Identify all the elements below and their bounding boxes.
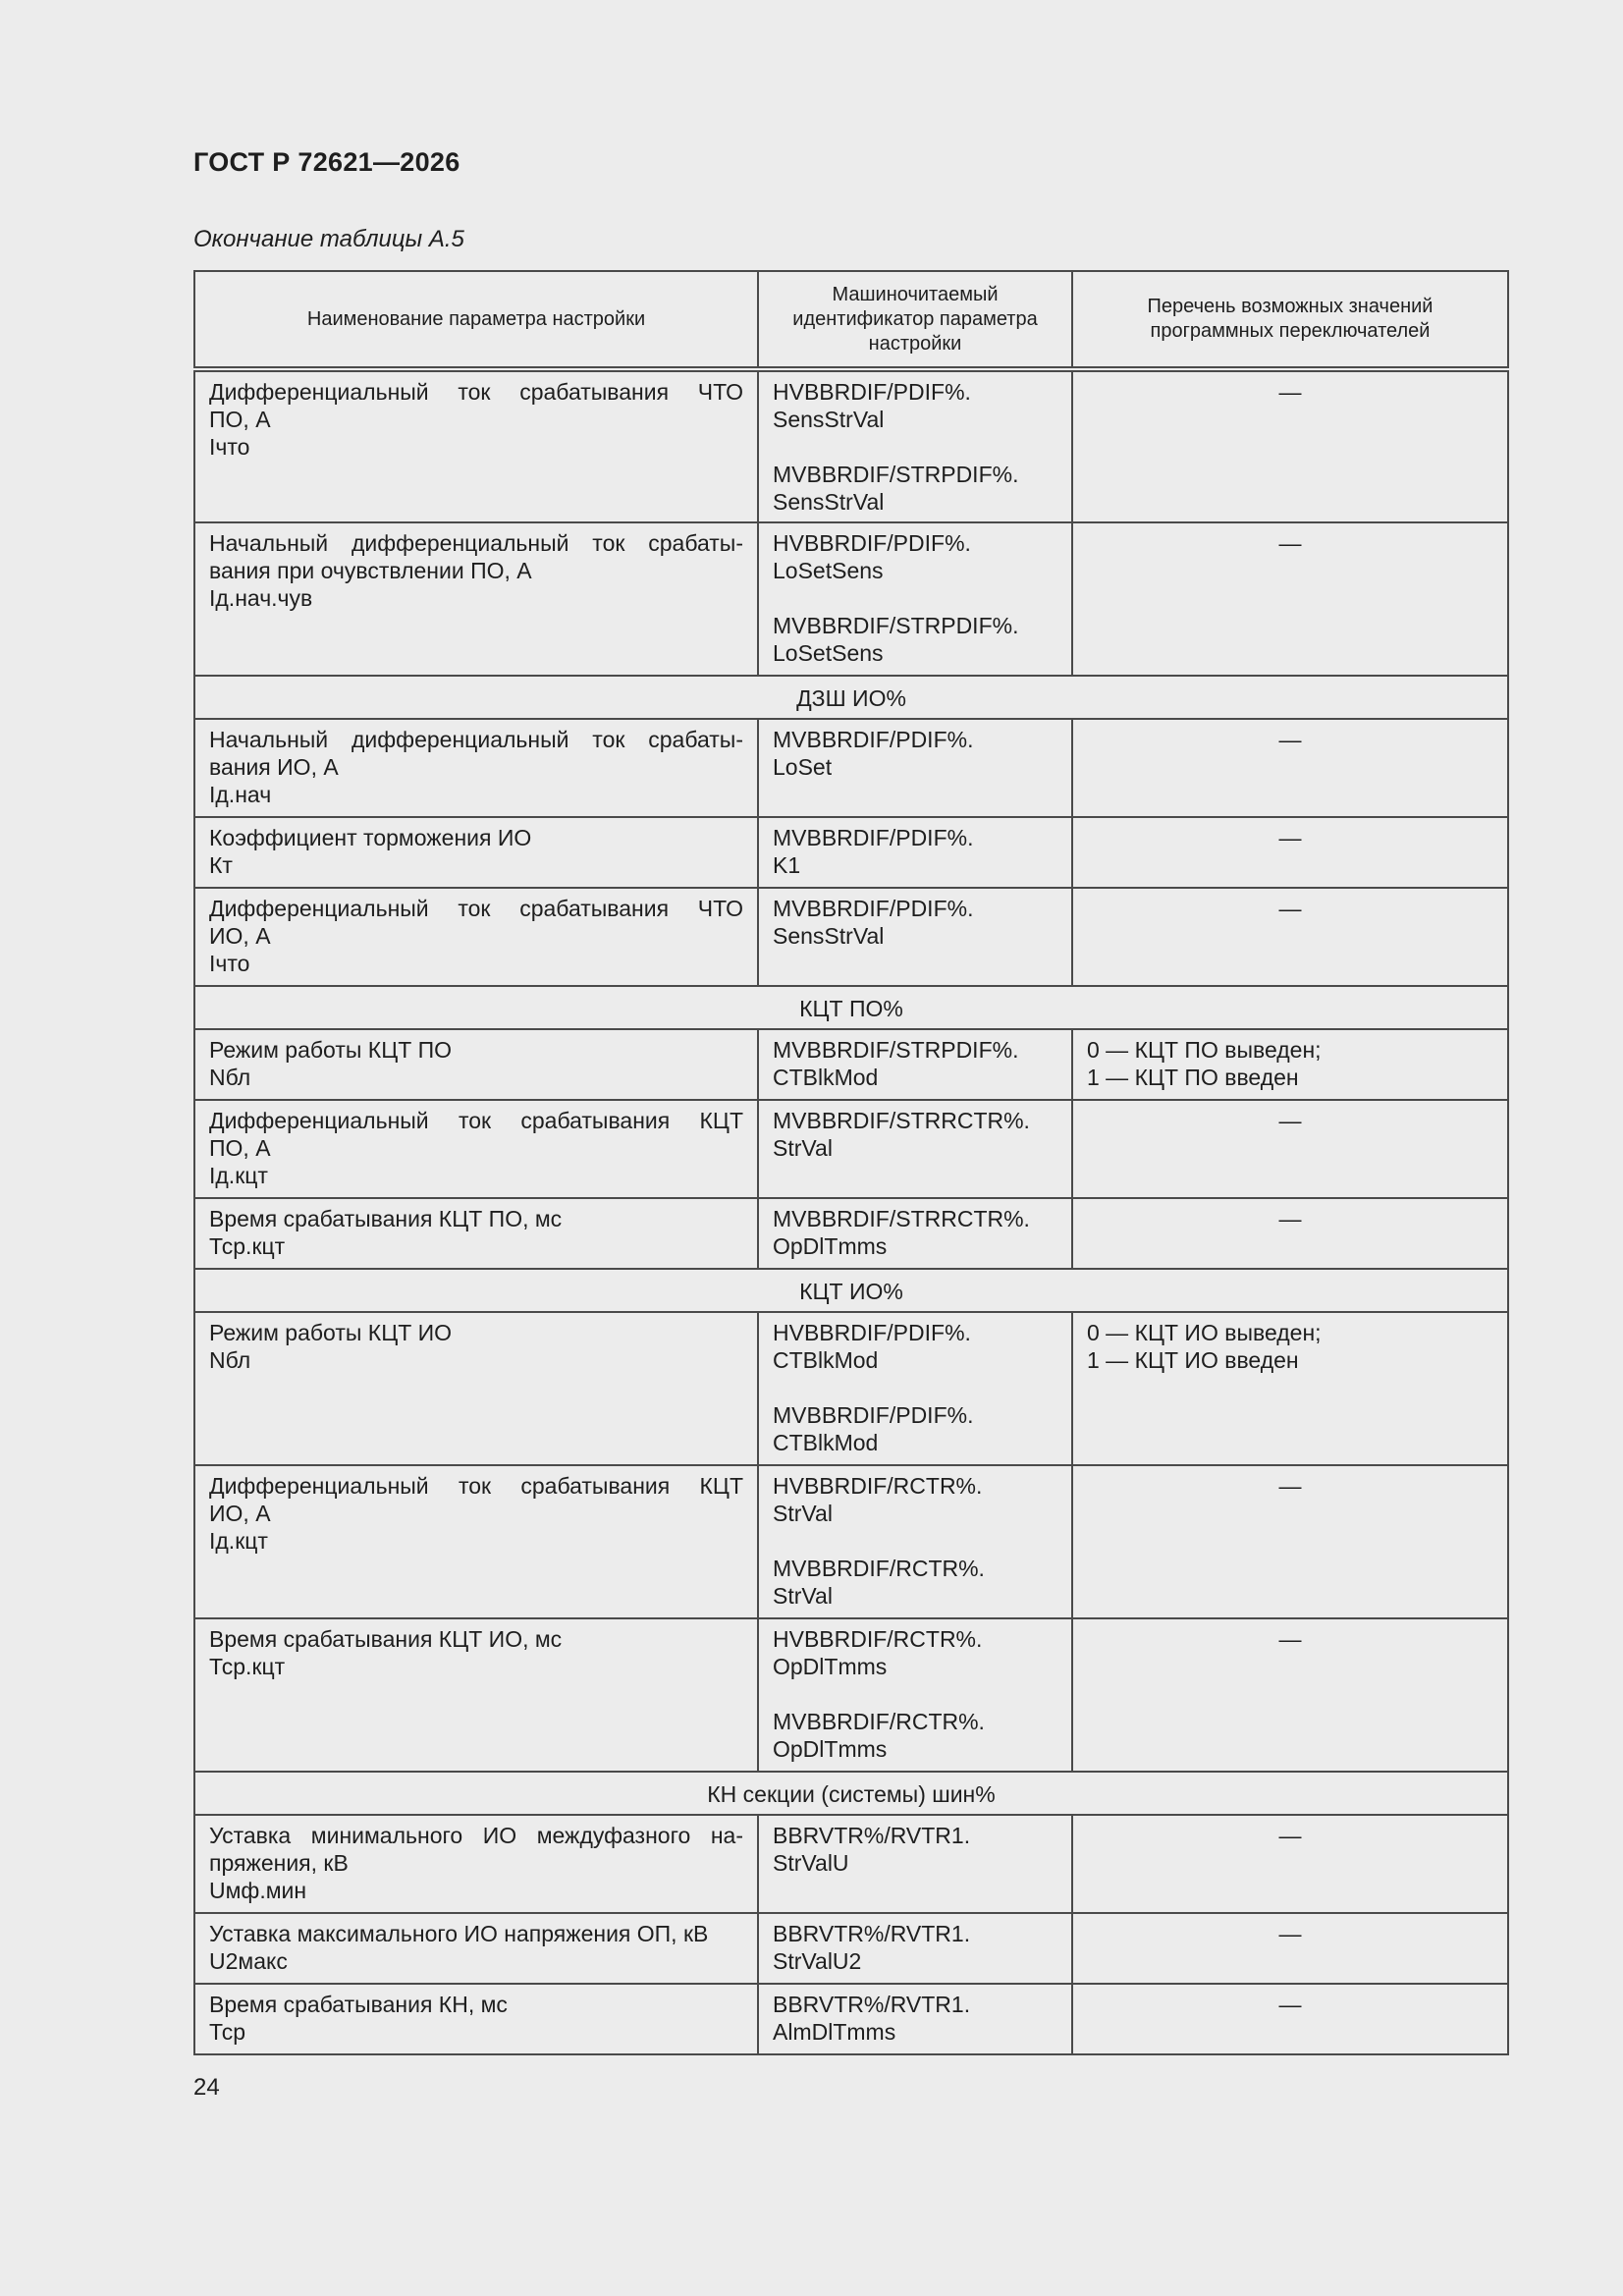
machine-id-cell [758, 888, 1072, 986]
parameter-name: Дифференциальный ток срабатывания КЦТ [209, 1108, 743, 1133]
section-title: КЦТ ПО% [194, 986, 1508, 1029]
parameter-name-cell [194, 817, 758, 888]
parameter-name-cell [194, 1029, 758, 1100]
table-row [194, 1815, 1508, 1913]
section-title: КН секции (системы) шин% [194, 1772, 1508, 1815]
parameter-symbol: Iд.нач.чув [209, 585, 313, 611]
header-machine-id: Машиночитаемый идентификатор параметра настройки [758, 271, 1072, 369]
parameter-name: Дифференциальный ток срабатывания ЧТО [209, 379, 743, 405]
machine-id: MVBBRDIF/STRPDIF%. [773, 462, 1019, 487]
parameter-symbol: Iчто [209, 951, 250, 976]
parameter-name-cell [194, 719, 758, 817]
machine-id-cell [758, 817, 1072, 888]
parameters-table [193, 270, 1509, 2055]
section-row [194, 676, 1508, 719]
machine-id: MVBBRDIF/PDIF%. [773, 727, 974, 752]
switch-values-cell: — [1072, 719, 1508, 817]
parameter-name: Начальный дифференциальный ток срабаты- [209, 530, 743, 556]
parameter-symbol: Nбл [209, 1065, 251, 1090]
switch-value-option: 1 — КЦТ ПО введен [1087, 1065, 1299, 1090]
parameter-symbol: U2макс [209, 1948, 288, 1974]
parameter-symbol: Тср.кцт [209, 1233, 286, 1259]
machine-id-attr: CTBlkMod [773, 1347, 879, 1373]
parameter-name: Дифференциальный ток срабатывания ЧТО [209, 896, 743, 921]
parameter-name-cont: вания ИО, А [209, 754, 339, 780]
parameter-symbol: Iд.кцт [209, 1163, 268, 1188]
machine-id: BBRVTR%/RVTR1. [773, 1921, 971, 1946]
machine-id: MVBBRDIF/STRRCTR%. [773, 1108, 1030, 1133]
switch-values-cell: — [1072, 1815, 1508, 1913]
switch-values-cell: — [1072, 817, 1508, 888]
parameter-name-cont: вания при очувствлении ПО, А [209, 558, 532, 583]
machine-id-cell [758, 1465, 1072, 1618]
machine-id-cell [758, 1029, 1072, 1100]
table-row [194, 817, 1508, 888]
parameter-name: Начальный дифференциальный ток срабаты- [209, 727, 743, 752]
machine-id-attr: StrVal [773, 1501, 833, 1526]
parameter-name-cell [194, 888, 758, 986]
parameter-name-cell [194, 1465, 758, 1618]
parameter-name-cell [194, 1984, 758, 2054]
machine-id: HVBBRDIF/PDIF%. [773, 1320, 971, 1345]
machine-id-cell [758, 522, 1072, 676]
table-row [194, 1913, 1508, 1984]
machine-id-attr: StrVal [773, 1583, 833, 1609]
machine-id-attr: SensStrVal [773, 489, 885, 515]
section-title: КЦТ ИО% [194, 1269, 1508, 1312]
parameter-symbol: Тср [209, 2019, 246, 2045]
parameter-name: Уставка минимального ИО междуфазного на- [209, 1823, 743, 1848]
parameter-name: Время срабатывания КЦТ ПО, мс [209, 1206, 563, 1231]
parameter-symbol: Iчто [209, 434, 250, 460]
parameter-name-cell [194, 522, 758, 676]
machine-id-attr: CTBlkMod [773, 1065, 879, 1090]
table-header-row [194, 271, 1508, 369]
parameter-name: Дифференциальный ток срабатывания КЦТ [209, 1473, 743, 1499]
switch-values-cell: — [1072, 1618, 1508, 1772]
switch-values-cell: — [1072, 1984, 1508, 2054]
parameter-name-cont: ИО, А [209, 923, 271, 949]
machine-id: BBRVTR%/RVTR1. [773, 1992, 971, 2017]
section-row [194, 986, 1508, 1029]
parameter-symbol: Uмф.мин [209, 1878, 307, 1903]
switch-values-cell: — [1072, 1465, 1508, 1618]
parameter-name: Время срабатывания КН, мс [209, 1992, 508, 2017]
machine-id-attr: LoSet [773, 754, 833, 780]
parameter-name: Уставка максимального ИО напряжения ОП, кВ [209, 1921, 709, 1946]
parameter-name: Режим работы КЦТ ПО [209, 1037, 453, 1063]
machine-id: MVBBRDIF/STRPDIF%. [773, 613, 1019, 638]
section-row [194, 1269, 1508, 1312]
table-row [194, 719, 1508, 817]
table-caption: Окончание таблицы А.5 [193, 226, 464, 252]
machine-id-attr: OpDlTmms [773, 1233, 888, 1259]
parameter-name-cell [194, 1198, 758, 1269]
table-row [194, 1618, 1508, 1772]
parameter-name: Время срабатывания КЦТ ИО, мс [209, 1626, 563, 1652]
parameter-name-cell [194, 1312, 758, 1465]
table-row [194, 1100, 1508, 1198]
switch-value-option: 1 — КЦТ ИО введен [1087, 1347, 1299, 1373]
switch-values-cell: — [1072, 1198, 1508, 1269]
machine-id: MVBBRDIF/PDIF%. [773, 1402, 974, 1428]
parameter-name-cont: ИО, А [209, 1501, 271, 1526]
document-code: ГОСТ Р 72621—2026 [193, 147, 460, 177]
switch-values-cell: — [1072, 1100, 1508, 1198]
table-row [194, 522, 1508, 676]
machine-id-attr: SensStrVal [773, 407, 885, 432]
machine-id-attr: StrValU2 [773, 1948, 862, 1974]
machine-id-cell [758, 1815, 1072, 1913]
parameter-name-cell [194, 1100, 758, 1198]
machine-id: MVBBRDIF/PDIF%. [773, 896, 974, 921]
machine-id: HVBBRDIF/RCTR%. [773, 1473, 983, 1499]
machine-id: MVBBRDIF/RCTR%. [773, 1556, 985, 1581]
parameter-name-cont: пряжения, кВ [209, 1850, 349, 1876]
table-row [194, 1198, 1508, 1269]
machine-id-cell [758, 1198, 1072, 1269]
machine-id: MVBBRDIF/STRRCTR%. [773, 1206, 1030, 1231]
table-row [194, 888, 1508, 986]
machine-id-cell [758, 1984, 1072, 2054]
machine-id: MVBBRDIF/STRPDIF%. [773, 1037, 1019, 1063]
machine-id-attr: LoSetSens [773, 640, 884, 666]
machine-id: HVBBRDIF/RCTR%. [773, 1626, 983, 1652]
machine-id-cell [758, 1312, 1072, 1465]
parameter-symbol: Iд.кцт [209, 1528, 268, 1554]
machine-id: MVBBRDIF/PDIF%. [773, 825, 974, 850]
switch-values-cell: — [1072, 369, 1508, 522]
parameter-symbol: Nбл [209, 1347, 251, 1373]
header-switch-values: Перечень возможных значений программных переключателей [1072, 271, 1508, 369]
machine-id: BBRVTR%/RVTR1. [773, 1823, 971, 1848]
switch-value-option: 0 — КЦТ ИО выведен; [1087, 1320, 1322, 1345]
machine-id-cell [758, 719, 1072, 817]
parameter-name: Режим работы КЦТ ИО [209, 1320, 453, 1345]
table-row [194, 1312, 1508, 1465]
machine-id-cell [758, 369, 1072, 522]
switch-values-cell: — [1072, 888, 1508, 986]
switch-values-cell: — [1072, 1913, 1508, 1984]
parameter-name: Коэффициент торможения ИО [209, 825, 532, 850]
machine-id-attr: CTBlkMod [773, 1430, 879, 1455]
parameter-symbol: Тср.кцт [209, 1654, 286, 1679]
machine-id: HVBBRDIF/PDIF%. [773, 530, 971, 556]
parameter-name-cont: ПО, А [209, 1135, 271, 1161]
parameter-symbol: Iд.нач [209, 782, 272, 807]
parameter-name-cell [194, 369, 758, 522]
machine-id-attr: StrValU [773, 1850, 849, 1876]
table-row [194, 1984, 1508, 2054]
machine-id-attr: AlmDlTmms [773, 2019, 896, 2045]
machine-id-attr: K1 [773, 852, 801, 878]
machine-id-cell [758, 1618, 1072, 1772]
table-row [194, 1465, 1508, 1618]
machine-id-attr: StrVal [773, 1135, 833, 1161]
table-row [194, 369, 1508, 522]
switch-values-cell [1072, 1029, 1508, 1100]
switch-value-option: 0 — КЦТ ПО выведен; [1087, 1037, 1322, 1063]
machine-id-cell [758, 1913, 1072, 1984]
parameter-name-cell [194, 1815, 758, 1913]
table-row [194, 1029, 1508, 1100]
page-number: 24 [193, 2074, 220, 2101]
machine-id-attr: OpDlTmms [773, 1654, 888, 1679]
machine-id: HVBBRDIF/PDIF%. [773, 379, 971, 405]
parameter-symbol: Кт [209, 852, 233, 878]
parameter-name-cell [194, 1913, 758, 1984]
machine-id-attr: OpDlTmms [773, 1736, 888, 1762]
switch-values-cell [1072, 1312, 1508, 1465]
machine-id-attr: LoSetSens [773, 558, 884, 583]
machine-id-attr: SensStrVal [773, 923, 885, 949]
section-row [194, 1772, 1508, 1815]
switch-values-cell: — [1072, 522, 1508, 676]
machine-id: MVBBRDIF/RCTR%. [773, 1709, 985, 1734]
header-parameter-name: Наименование параметра настройки [194, 271, 758, 369]
parameter-name-cont: ПО, А [209, 407, 271, 432]
parameter-name-cell [194, 1618, 758, 1772]
section-title: ДЗШ ИО% [194, 676, 1508, 719]
machine-id-cell [758, 1100, 1072, 1198]
